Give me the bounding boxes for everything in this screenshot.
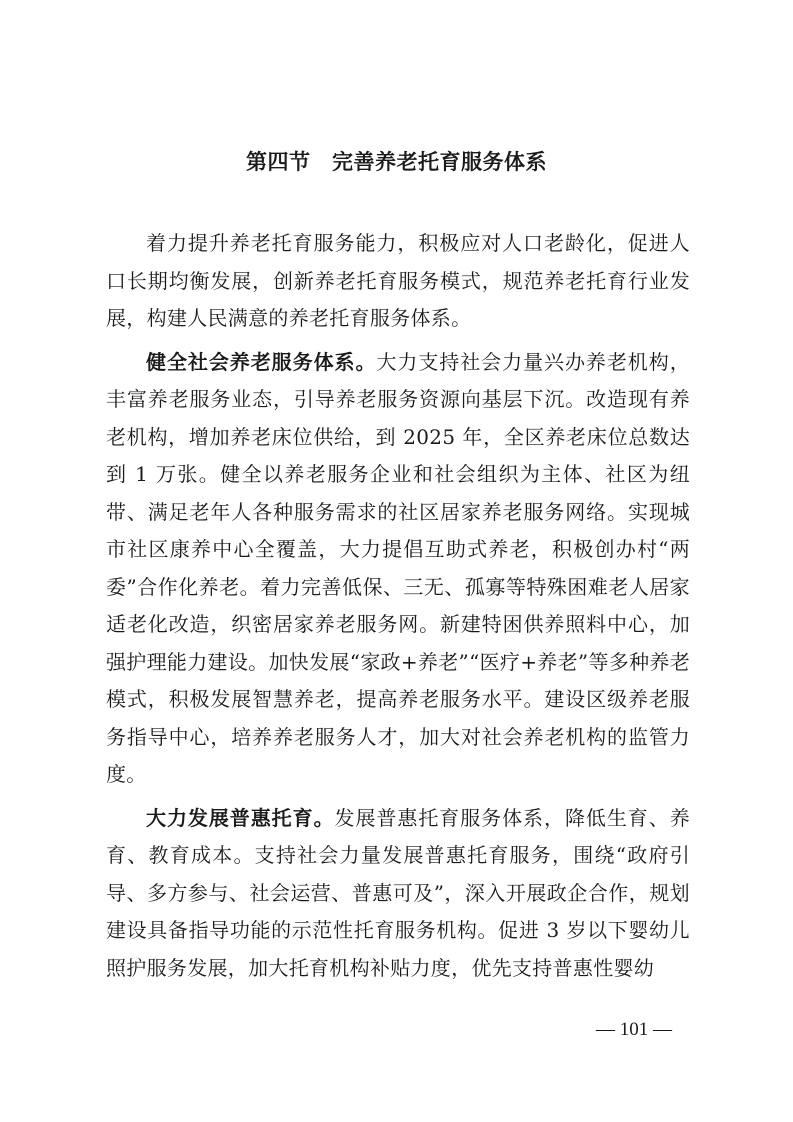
section-title: 第四节 完善养老托育服务体系 — [246, 150, 547, 174]
paragraph-elderly-care — [106, 344, 690, 794]
paragraph-intro — [106, 225, 690, 338]
paragraph-childcare-heading: 大力发展普惠托育。 — [146, 805, 335, 830]
body-text — [106, 225, 690, 993]
paragraph-childcare — [106, 800, 690, 988]
paragraph-elderly-care-heading: 健全社会养老服务体系。 — [146, 349, 377, 374]
page-number: — 101 — — [596, 1019, 672, 1040]
paragraph-childcare-text: 发展普惠托育服务体系，降低生育、养育、教育成本。支持社会力量发展普惠托育服务，围绕“政府引导、多方参与、社会运营、普惠可及”，深入开展政企合作，规划建设具备指导功能的示范性托育服务机构。促进 3 岁以下婴幼儿照护服务发展，加大托育机构补贴力度，优先支持普惠性婴幼 — [106, 805, 690, 980]
paragraph-intro-text: 着力提升养老托育服务能力，积极应对人口老龄化，促进人口长期均衡发展，创新养老托育服务模式，规范养老托育行业发展，构建人民满意的养老托育服务体系。 — [106, 231, 690, 330]
paragraph-elderly-care-text: 大力支持社会力量兴办养老机构，丰富养老服务业态，引导养老服务资源向基层下沉。改造现有养老机构，增加养老床位供给，到 2025 年，全区养老床位总数达到 1 万张。健全以养老服务企业和社会组织为主体、社区为纽带、满足老年人各种服务需求的社区居家养老服务网络。实现城市社区康养中心全覆盖，大力提倡互助式养老，积极创办村“两委”合作化养老。着力完善低保、三无、孤寡等特殊困难老人居家适老化改造，织密居家养老服务网。新建特困供养照料中心，加强护理能力建设。加快发展“家政+养老”“医疗+养老”等多种养老模式，积极发展智慧养老，提高养老服务水平。建设区级养老服务指导中心，培养养老服务人才，加大对社会养老机构的监管力度。 — [106, 349, 691, 786]
